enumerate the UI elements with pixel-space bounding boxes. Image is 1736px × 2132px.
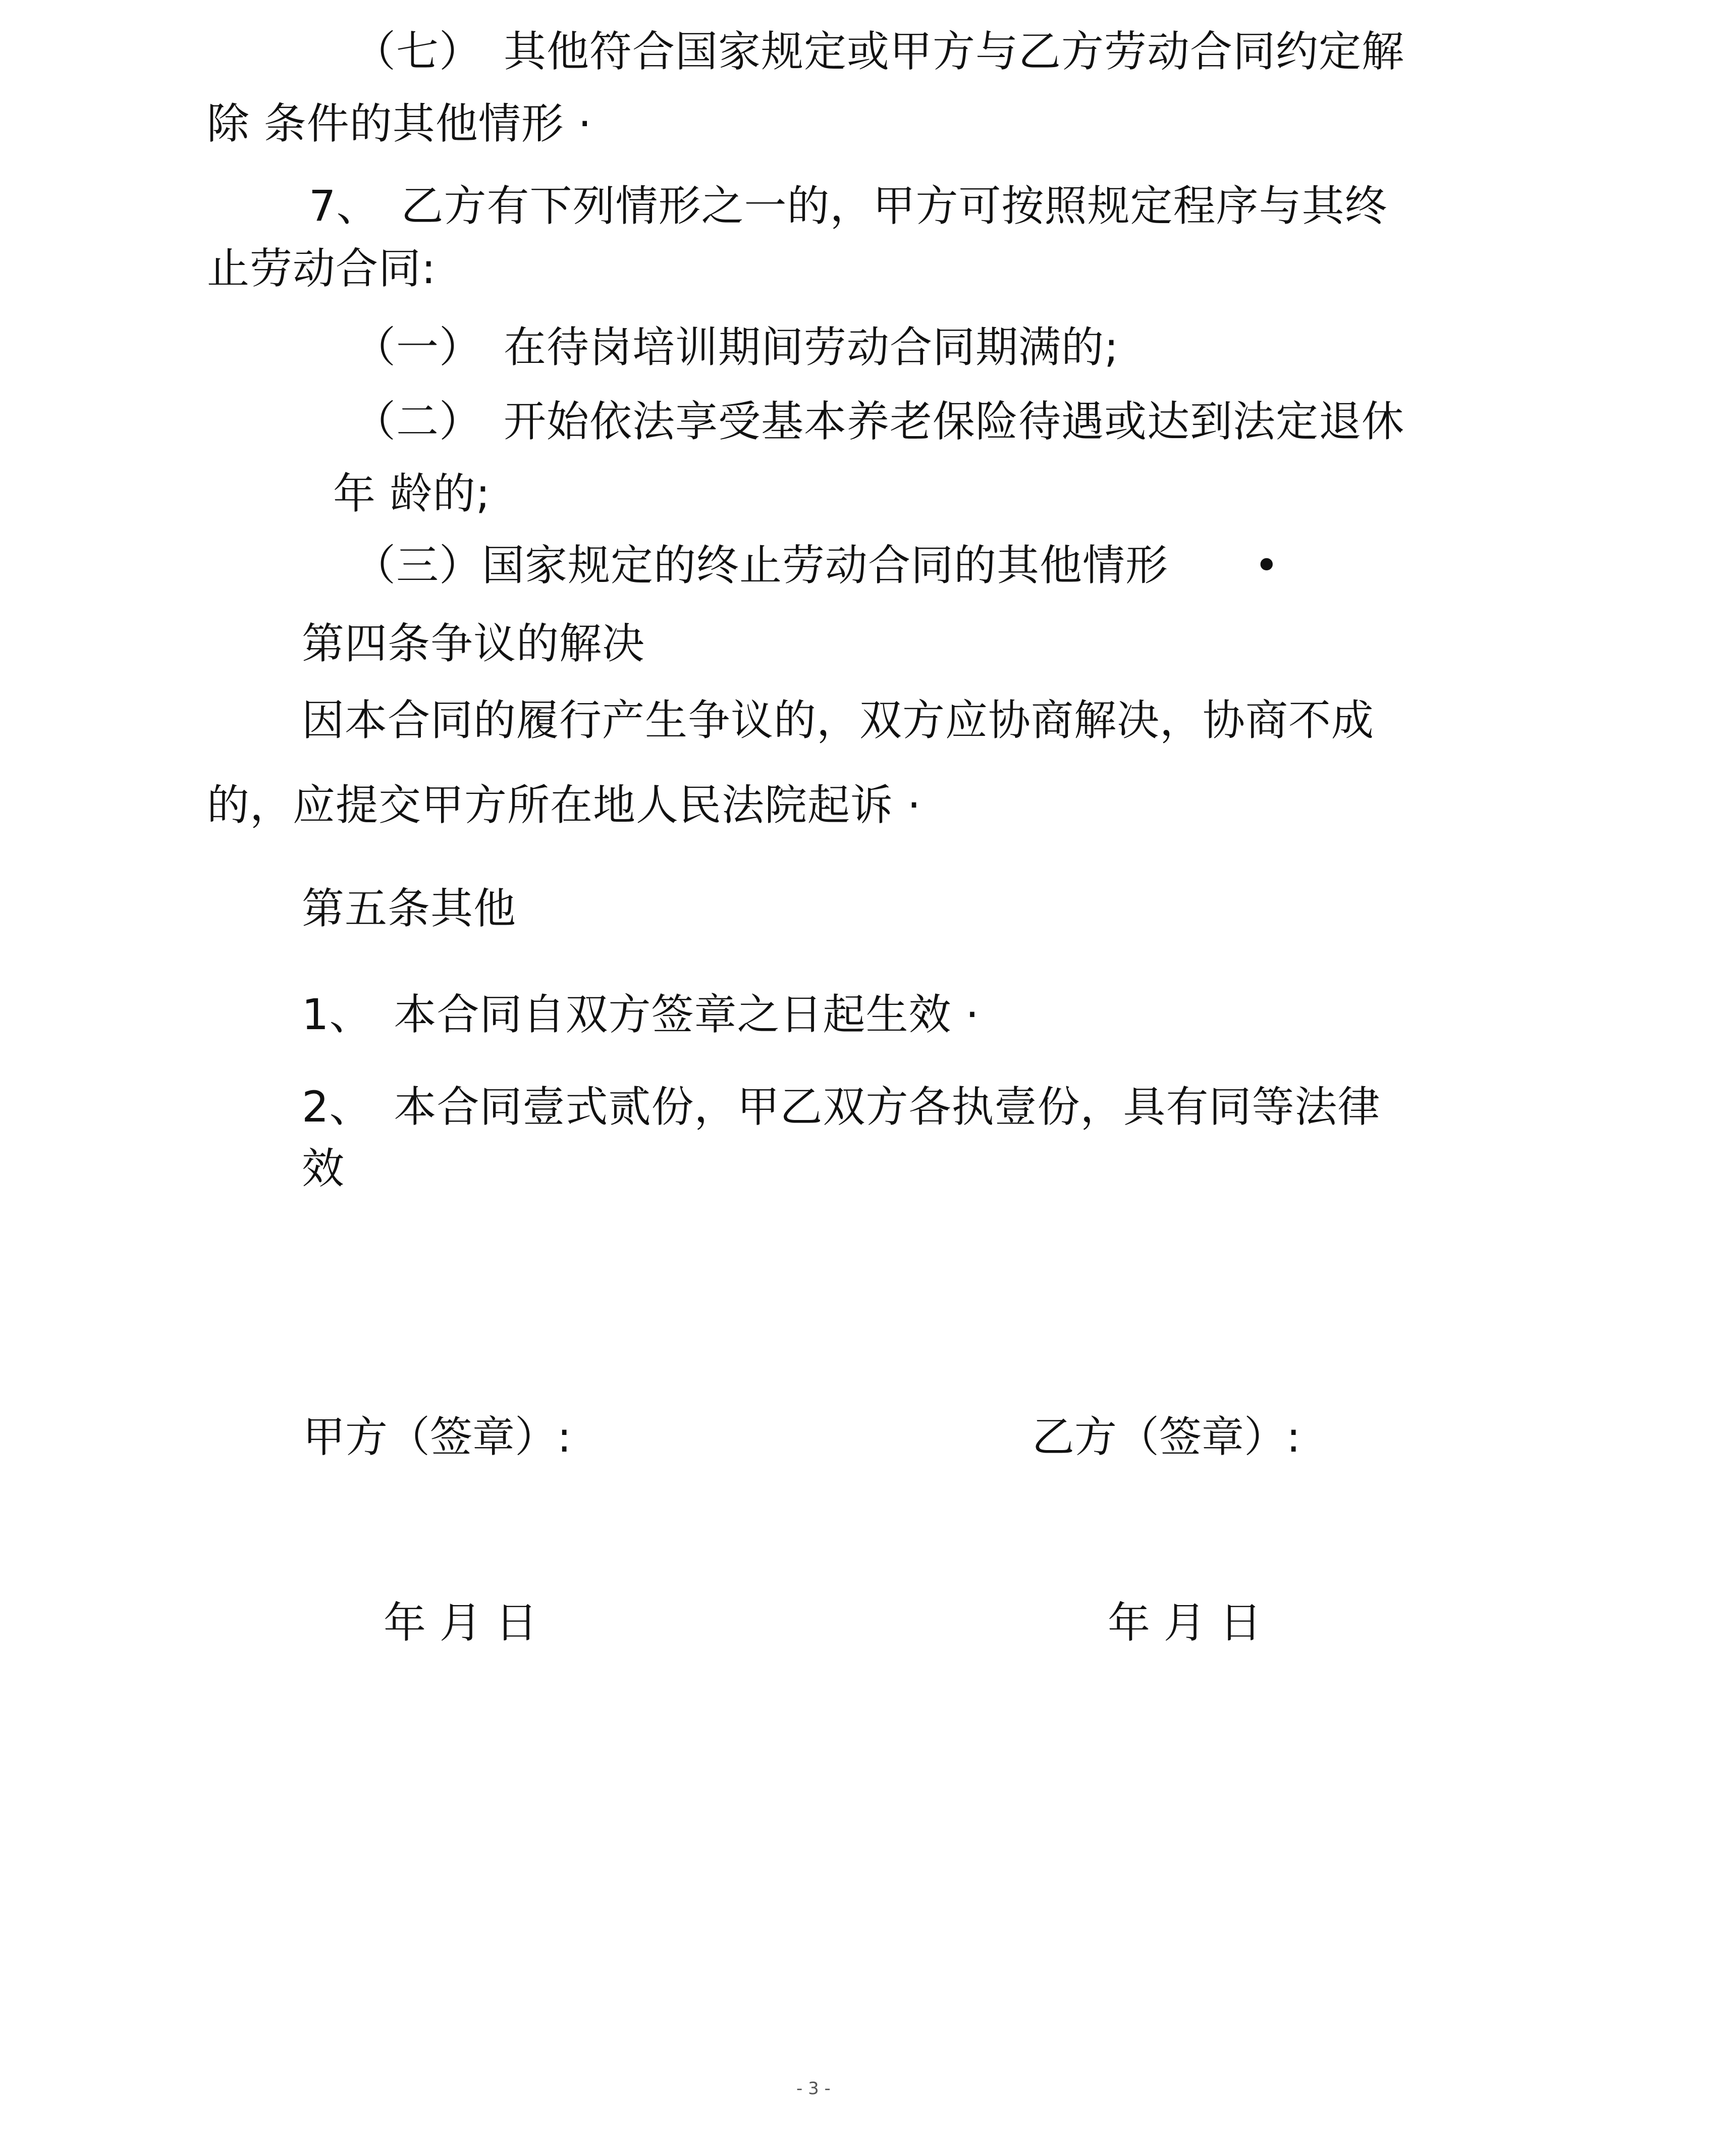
article-5-item-1: 1、 本合同自双方签章之日起生效 ·	[302, 990, 980, 1039]
article-4-body-continued: 的，应提交甲方所在地人民法院起诉 ·	[207, 780, 921, 830]
clause-item-7: （七） 其他符合国家规定或甲方与乙方劳动合同约定解	[353, 27, 1405, 76]
party-a-signature-label: 甲方（签章）:	[303, 1412, 572, 1462]
article-4-body: 因本合同的履行产生争议的，双方应协商解决，协商不成	[302, 696, 1375, 745]
party-b-signature-label: 乙方（签章）:	[1032, 1412, 1301, 1462]
party-b-date: 年 月 日	[1108, 1598, 1262, 1647]
clause-7-item-3: （三）国家规定的终止劳动合同的其他情形	[353, 541, 1169, 590]
article-5-item-2-continued: 效	[302, 1144, 345, 1193]
clause-7-item-2-continued: 年 龄的;	[333, 469, 491, 518]
clause-7-item-2: （二） 开始依法享受基本养老保险待遇或达到法定退休	[353, 397, 1405, 446]
party-a-date: 年 月 日	[384, 1598, 538, 1647]
clause-7-heading-continued: 止劳动合同:	[207, 244, 437, 293]
article-5-title: 第五条其他	[302, 884, 517, 933]
article-5-item-2: 2、 本合同壹式贰份，甲乙双方各执壹份，具有同等法律	[302, 1082, 1381, 1132]
clause-item-7-continued: 除 条件的其他情形 ·	[207, 99, 592, 148]
bullet-mark: •	[1254, 541, 1279, 590]
article-4-title: 第四条争议的解决	[302, 619, 645, 668]
page-number: - 3 -	[796, 2078, 831, 2099]
clause-7-item-1: （一） 在待岗培训期间劳动合同期满的;	[353, 323, 1119, 372]
clause-7-heading: 7、 乙方有下列情形之一的，甲方可按照规定程序与其终	[309, 181, 1388, 231]
